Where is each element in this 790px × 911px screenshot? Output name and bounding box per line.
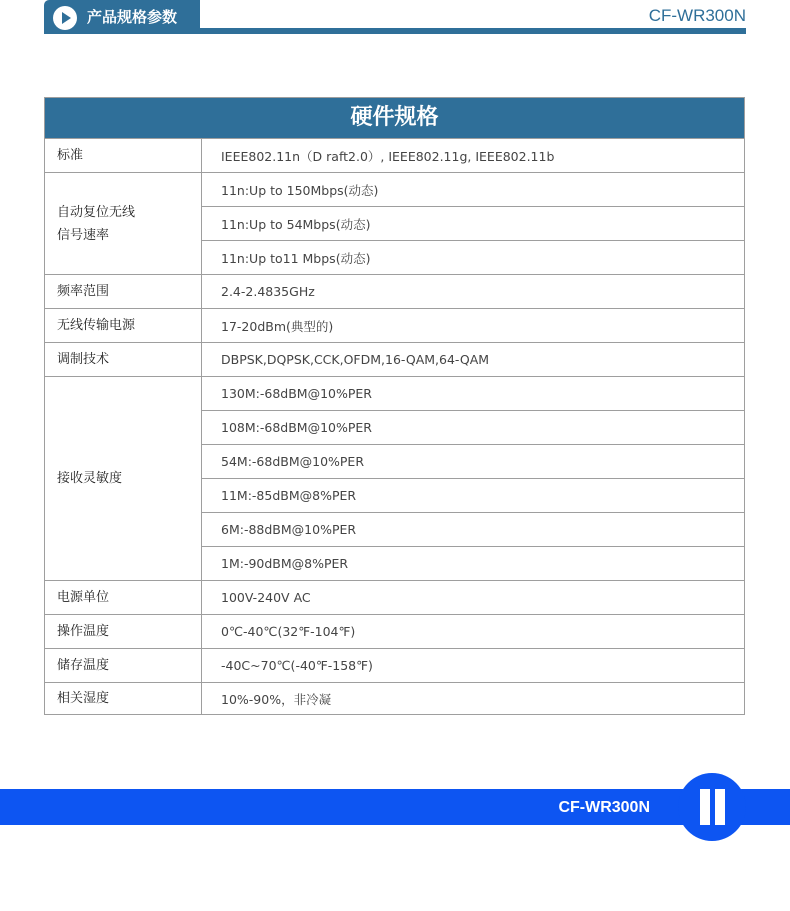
pause-bar-left [700, 789, 710, 825]
row-value: 100V-240V AC [221, 590, 311, 605]
table-row [45, 308, 744, 342]
row-value: 0℃-40℃(32℉-104℉) [221, 624, 356, 639]
row-label: 标准 [45, 139, 202, 172]
table-row [45, 376, 744, 580]
hardware-spec-table [44, 97, 745, 715]
row-value: 11n:Up to 54Mbps(动态) [202, 206, 744, 240]
table-row [45, 682, 744, 714]
row-value: -40C~70℃(-40℉-158℉) [221, 658, 373, 673]
row-value: 11n:Up to11 Mbps(动态) [202, 240, 744, 274]
table-row [45, 172, 744, 274]
row-label: 操作温度 [45, 615, 202, 648]
row-label: 调制技术 [45, 343, 202, 376]
row-label: 无线传输电源 [45, 309, 202, 342]
row-label: 自动复位无线 信号速率 [45, 173, 202, 274]
table-row [45, 274, 744, 308]
footer-bar [0, 789, 790, 825]
table-row [45, 138, 744, 172]
play-arrow-icon [53, 6, 77, 30]
table-title: 硬件规格 [45, 98, 744, 138]
pause-bar-right [715, 789, 725, 825]
table-row [45, 580, 744, 614]
row-value: 6M:-88dBM@10%PER [202, 512, 744, 546]
row-value: 2.4-2.4835GHz [221, 284, 315, 299]
row-value: 11n:Up to 150Mbps(动态) [221, 182, 379, 198]
row-value: 1M:-90dBM@8%PER [202, 546, 744, 580]
table-row [45, 648, 744, 682]
row-label: 电源单位 [45, 581, 202, 614]
section-header-rule [44, 28, 746, 34]
row-value: 54M:-68dBM@10%PER [202, 444, 744, 478]
row-value: 11M:-85dBM@8%PER [202, 478, 744, 512]
row-value: 17-20dBm(典型的) [221, 318, 334, 334]
section-title: 产品规格参数 [87, 8, 178, 26]
row-value: 108M:-68dBM@10%PER [202, 410, 744, 444]
row-value: 10%-90%，非冷凝 [221, 692, 332, 707]
header-model-name: CF-WR300N [648, 6, 746, 25]
row-label: 接收灵敏度 [45, 377, 202, 580]
footer-model-name: CF-WR300N [558, 799, 650, 816]
row-value: 130M:-68dBM@10%PER [221, 386, 372, 401]
row-value: DBPSK,DQPSK,CCK,OFDM,16-QAM,64-QAM [221, 352, 490, 367]
row-label: 储存温度 [45, 649, 202, 682]
row-label: 相关湿度 [45, 683, 202, 714]
pause-icon [678, 773, 746, 841]
table-row [45, 342, 744, 376]
row-label: 频率范围 [45, 275, 202, 308]
row-value: IEEE802.11n（D raft2.0）, IEEE802.11g, IEEE802.11b [221, 148, 555, 164]
table-row [45, 614, 744, 648]
